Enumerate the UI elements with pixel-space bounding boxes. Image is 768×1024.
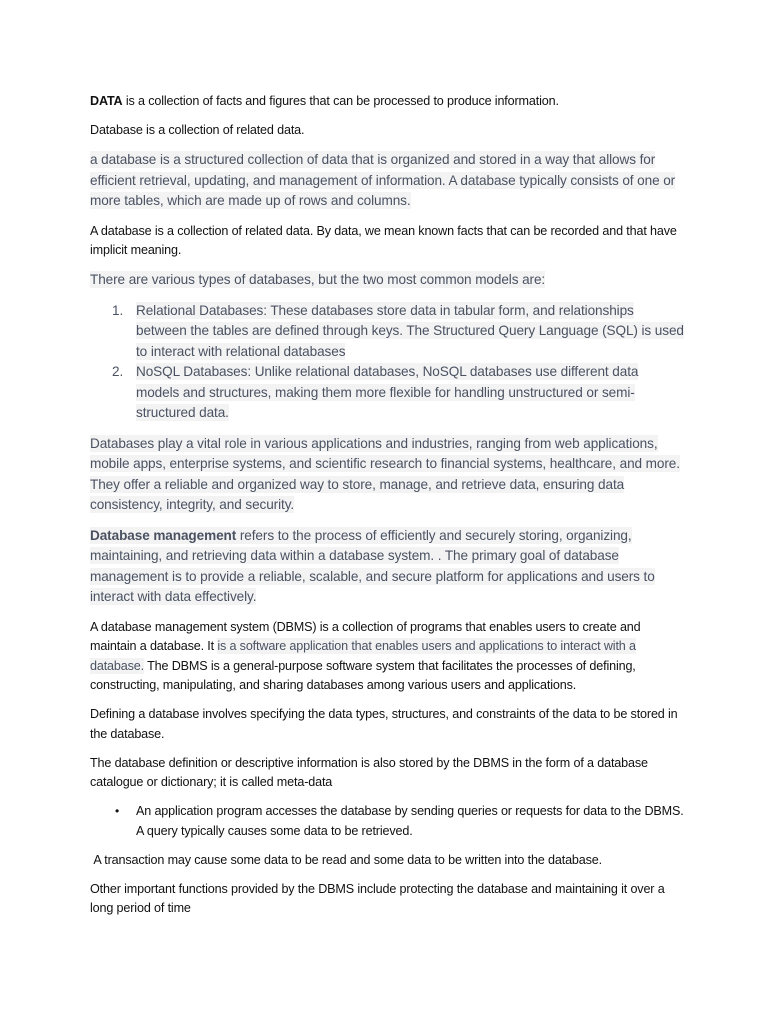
bold-term-database-management: Database management	[90, 527, 237, 543]
paragraph-defining-database: Defining a database involves specifying the data types, structures, and constraints of the data to be stored in the database.	[90, 707, 678, 741]
list-item-text: Relational Databases: These databases store data in tabular form, and relationships between the tables are defined through keys. The Structured Query Language (SQL) is used to interact with relational databases	[136, 302, 684, 359]
bold-term-data: DATA	[90, 94, 123, 108]
list-item	[90, 802, 685, 841]
list-marker: 2.	[112, 364, 124, 379]
highlighted-text: Databases play a vital role in various applications and industries, ranging from web applications, mobile apps, enterprise systems, and scientific research to financial systems, healthcare, and more. They offer a reliable and organized way to store, manage, and retrieve data, ensuring data consistency, integrity, and security.	[90, 435, 680, 512]
list-item	[90, 362, 685, 424]
paragraph-database-management	[90, 526, 685, 608]
paragraph-text: refers to the process of efficiently and securely storing, organizing, maintaining, and retrieving data within a database system. . The primary goal of database management is to provide a reliable, scalable, and secure platform for applications and users to interact with data effectively.	[90, 527, 655, 604]
paragraph-database-definition: Database is a collection of related data.	[90, 123, 305, 137]
paragraph-text: The DBMS is a general-purpose software system that facilitates the processes of defining, constructing, manipulating, and sharing databases among various users and applications.	[90, 658, 636, 692]
paragraph-dbms-definition	[90, 618, 685, 696]
list-marker: 1.	[112, 302, 124, 318]
paragraph-transaction: A transaction may cause some data to be read and some data to be written into the database.	[90, 852, 602, 867]
paragraph-other-functions: Other important functions provided by the DBMS include protecting the database and maintaining it over a long period of time	[90, 881, 665, 915]
paragraph-text: A database management system (DBMS) is a collection of programs that enables users to create and maintain a database. It	[90, 619, 641, 653]
highlighted-text	[90, 527, 655, 606]
list-item	[90, 301, 685, 363]
highlighted-text: a database is a structured collection of data that is organized and stored in a way that allows for efficient retrieval, updating, and management of information. A database typically consists of one or more tables, which are made up of rows and columns.	[90, 152, 676, 208]
database-types-list	[90, 301, 685, 424]
highlighted-text: is a software application that enables users and applications to interact with a database.	[90, 639, 636, 673]
paragraph-related-data: A database is a collection of related data. By data, we mean known facts that can be recorded and that have implicit meaning.	[90, 223, 677, 257]
paragraph-text: is a collection of facts and figures that can be processed to produce information.	[122, 94, 559, 108]
bullet-list	[90, 802, 685, 841]
bullet-marker: •	[115, 804, 120, 818]
highlighted-text: There are various types of databases, but the two most common models are:	[90, 272, 546, 287]
paragraph-structured-collection	[90, 150, 685, 212]
paragraph-meta-data: The database definition or descriptive information is also stored by the DBMS in the form of a database catalogue or dictionary; it is called meta-data	[90, 755, 648, 789]
list-item-text: NoSQL Databases: Unlike relational databases, NoSQL databases use different data models and structures, making them more flexible for handling unstructured or semi-structured data.	[136, 364, 639, 420]
paragraph-data-definition	[90, 92, 685, 112]
paragraph-database-role	[90, 434, 685, 516]
paragraph-types-intro	[90, 270, 685, 291]
document-body	[90, 92, 685, 928]
list-item-text: An application program accesses the database by sending queries or requests for data to the DBMS. A query typically causes some data to be retrieved.	[136, 804, 684, 838]
